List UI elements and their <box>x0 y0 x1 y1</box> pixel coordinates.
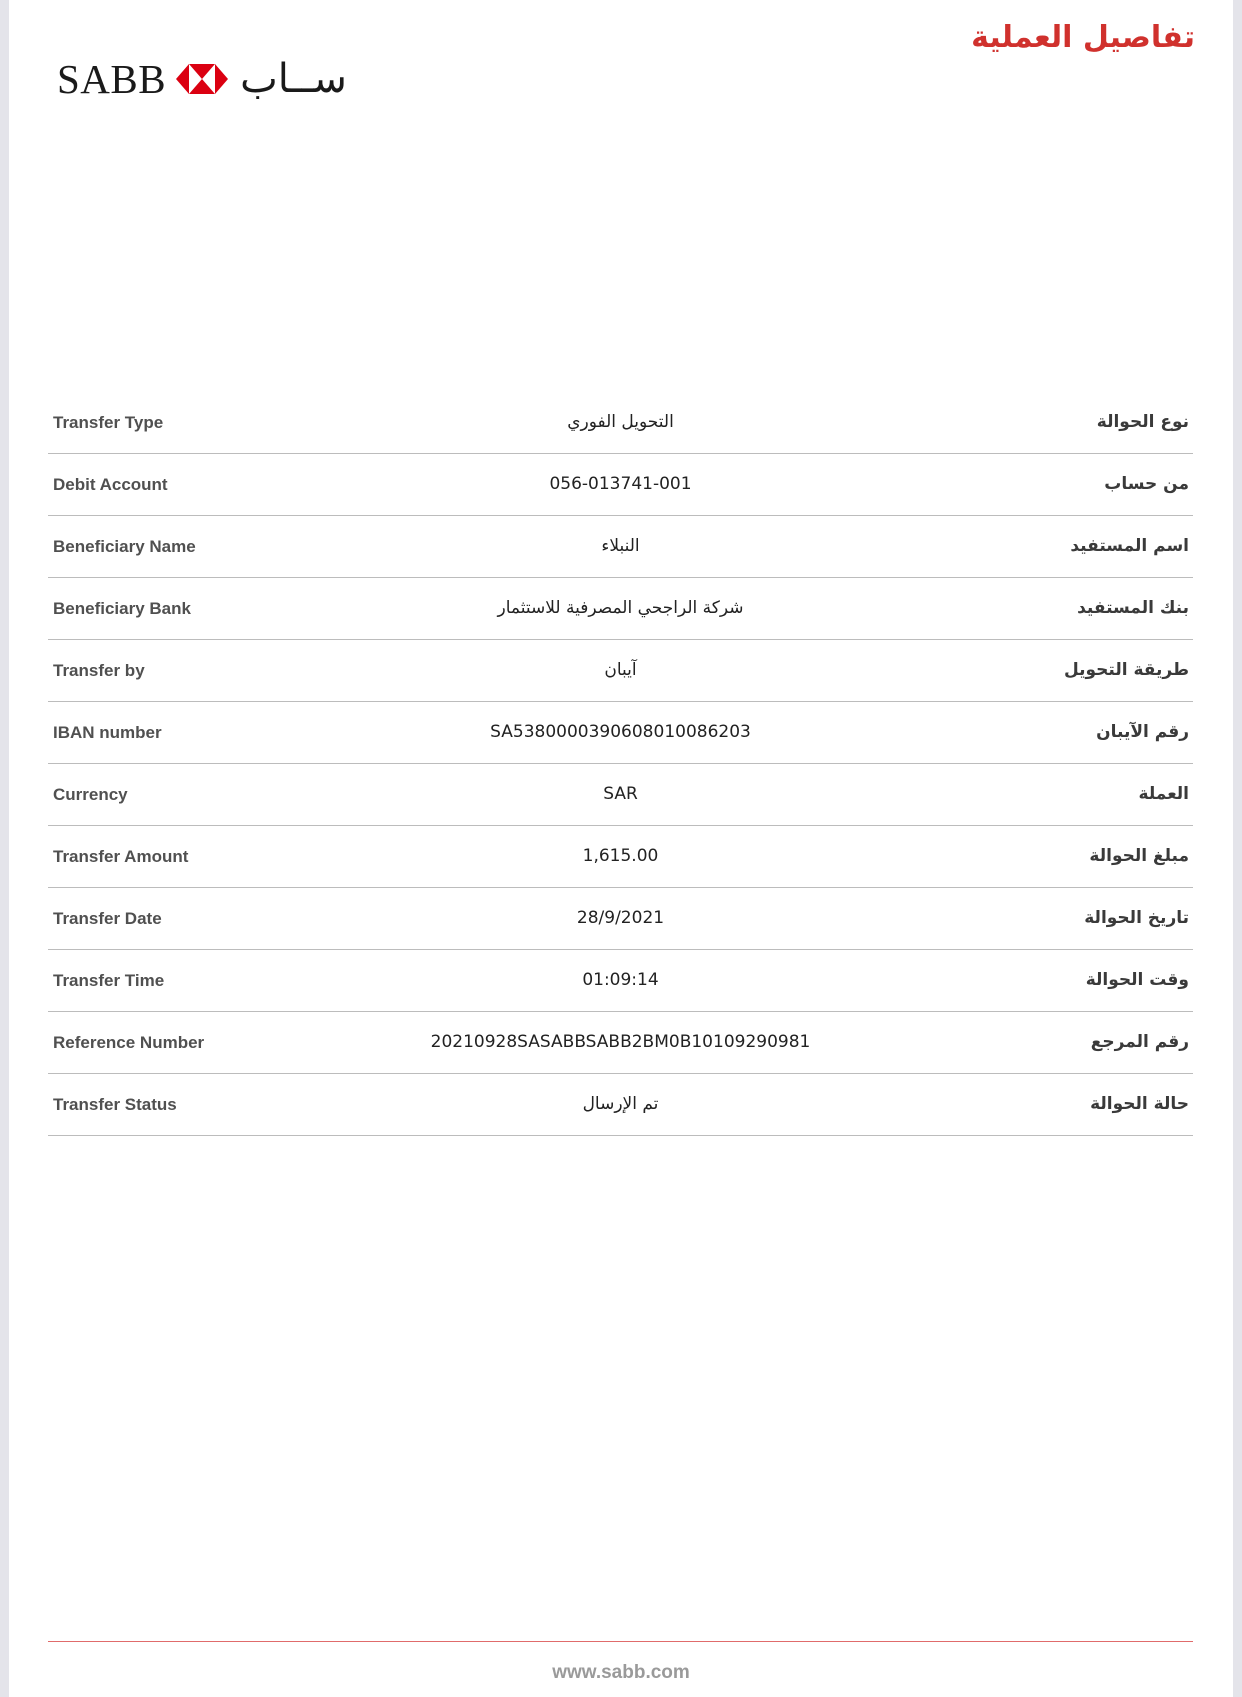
detail-value: 28/9/2021 <box>576 908 665 928</box>
detail-value: SAR <box>603 784 638 804</box>
detail-row-transfer-status <box>48 1074 1193 1136</box>
label-en: Currency <box>53 785 128 804</box>
detail-row-beneficiary-name <box>48 516 1193 578</box>
transaction-details-table <box>48 392 1193 1136</box>
label-ar: حالة الحوالة <box>1090 1094 1189 1114</box>
label-en: Transfer Type <box>53 413 164 432</box>
detail-row-transfer-amount <box>48 826 1193 888</box>
label-ar: طريقة التحويل <box>1063 660 1189 680</box>
sabb-logo <box>57 58 347 100</box>
detail-row-transfer-type <box>48 392 1193 454</box>
detail-value: شركة الراجحي المصرفية للاستثمار <box>497 598 744 618</box>
detail-row-beneficiary-bank <box>48 578 1193 640</box>
label-ar: بنك المستفيد <box>1077 598 1189 618</box>
detail-row-currency <box>48 764 1193 826</box>
detail-row-transfer-time <box>48 950 1193 1012</box>
detail-value: 1,615.00 <box>582 846 659 866</box>
label-ar: اسم المستفيد <box>1070 536 1189 556</box>
detail-value: SA5380000390608010086203 <box>490 722 751 742</box>
detail-value: آيبان <box>604 660 637 680</box>
label-ar: من حساب <box>1104 474 1189 494</box>
label-en: Transfer Date <box>53 909 162 928</box>
label-en: Debit Account <box>53 475 168 494</box>
detail-row-debit-account <box>48 454 1193 516</box>
detail-row-iban-number <box>48 702 1193 764</box>
detail-value: 20210928SASABBSABB2BM0B10109290981 <box>430 1032 811 1052</box>
detail-value: 01:09:14 <box>582 970 659 990</box>
label-en: Transfer by <box>53 661 145 680</box>
detail-value: النبلاء <box>601 536 640 556</box>
detail-row-transfer-date <box>48 888 1193 950</box>
label-en: Reference Number <box>53 1033 205 1052</box>
label-en: IBAN number <box>53 723 162 742</box>
label-ar: رقم المرجع <box>1090 1032 1189 1052</box>
detail-row-transfer-by <box>48 640 1193 702</box>
label-en: Transfer Time <box>53 971 165 990</box>
hexagon-logo-icon <box>176 64 228 94</box>
detail-row-reference-number <box>48 1012 1193 1074</box>
page-title: تفاصيل العملية <box>971 20 1195 55</box>
footer-divider <box>48 1641 1193 1642</box>
label-ar: مبلغ الحوالة <box>1089 846 1189 866</box>
logo-latin-text: SABB <box>57 56 167 102</box>
detail-value: 056-013741-001 <box>549 474 692 494</box>
label-en: Beneficiary Bank <box>53 599 191 618</box>
label-en: Transfer Amount <box>53 847 189 866</box>
label-ar: وقت الحوالة <box>1085 970 1189 990</box>
footer-website-url: www.sabb.com <box>552 1662 690 1683</box>
label-ar: العملة <box>1138 784 1189 804</box>
label-en: Transfer Status <box>53 1095 177 1114</box>
label-ar: نوع الحوالة <box>1096 412 1189 432</box>
logo-arabic-text: ســاب <box>240 56 347 102</box>
label-ar: رقم الآيبان <box>1096 722 1189 742</box>
label-ar: تاريخ الحوالة <box>1084 908 1189 928</box>
detail-value: تم الإرسال <box>582 1094 659 1114</box>
label-en: Beneficiary Name <box>53 537 196 556</box>
detail-value: التحويل الفوري <box>567 412 674 432</box>
receipt-page <box>9 0 1233 1697</box>
